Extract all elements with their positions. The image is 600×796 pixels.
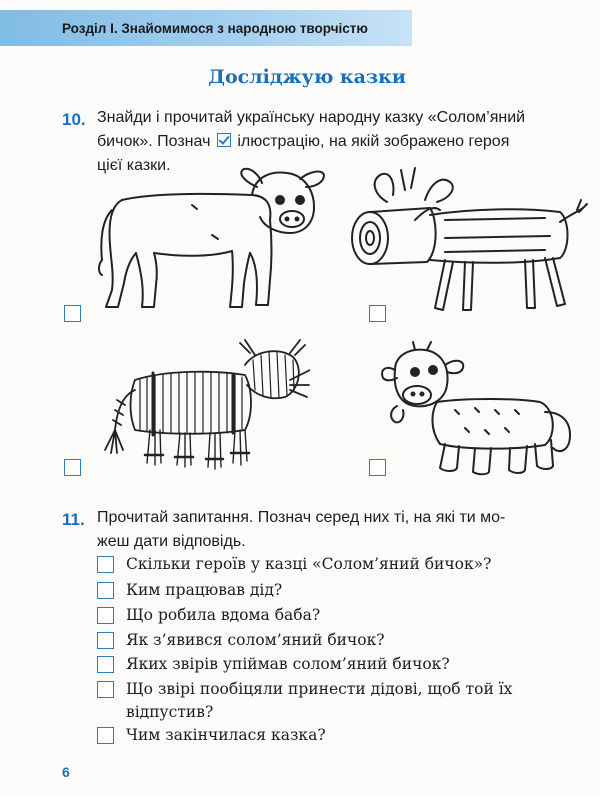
question-6-line-1: Що звірі пообіцяли принести дідові, щоб той їх [126, 680, 513, 698]
illustration-1-checkbox[interactable] [64, 305, 81, 322]
illustration-4-checkbox[interactable] [369, 459, 386, 476]
task-10-number: 10. [62, 110, 86, 129]
question-6-text [126, 678, 512, 724]
question-1 [97, 553, 491, 576]
question-6 [97, 678, 512, 724]
question-1-text: Скільки героїв у казці «Солом’яний бичок»? [126, 555, 492, 573]
task-10-line-2b: ілюстрацію, на якій зображено героя [237, 133, 510, 150]
question-2-checkbox[interactable] [97, 582, 114, 599]
question-4 [97, 629, 385, 652]
task-10-line-2 [97, 130, 509, 154]
question-5-checkbox[interactable] [97, 656, 114, 673]
question-2-text: Ким працював дід? [126, 581, 283, 599]
question-7-checkbox[interactable] [97, 727, 114, 744]
toy-cow-illustration [375, 340, 585, 480]
illustration-3-checkbox[interactable] [64, 459, 81, 476]
question-7 [97, 724, 326, 747]
task-11-line-1: Прочитай запитання. Познач серед них ті, на які ти мо- [97, 509, 506, 526]
section-title: Розділ І. Знайомимося з народною творчістю [62, 20, 368, 36]
checkmark-icon [217, 133, 231, 147]
task-10-line-1: Знайди і прочитай українську народну казку «Солом’яний [97, 109, 526, 126]
illustration-2-checkbox[interactable] [369, 305, 386, 322]
question-4-text: Як з’явився солом’яний бичок? [126, 631, 385, 649]
wooden-bull-illustration [345, 160, 590, 320]
question-3 [97, 604, 320, 627]
page-number: 6 [62, 764, 70, 780]
question-3-text: Що робила вдома баба? [126, 606, 321, 624]
question-5-text: Яких звірів упіймав солом’яний бичок? [126, 655, 450, 673]
task-10-line-3: цієї казки. [97, 157, 171, 174]
question-6-checkbox[interactable] [97, 681, 114, 698]
question-1-checkbox[interactable] [97, 556, 114, 573]
section-header [0, 10, 412, 46]
task-10-line-2a: бичок». Познач [97, 133, 211, 150]
task-11-number: 11. [62, 510, 85, 529]
straw-bull-illustration [95, 335, 310, 480]
calf-illustration [92, 165, 327, 320]
question-2 [97, 579, 282, 602]
question-7-text: Чим закінчилася казка? [126, 726, 326, 744]
page-title: Досліджую казки [208, 66, 406, 88]
question-4-checkbox[interactable] [97, 632, 114, 649]
task-11-line-2: жеш дати відповідь. [97, 533, 246, 550]
question-3-checkbox[interactable] [97, 607, 114, 624]
question-5 [97, 653, 450, 676]
question-6-line-2: відпустив? [126, 703, 214, 721]
